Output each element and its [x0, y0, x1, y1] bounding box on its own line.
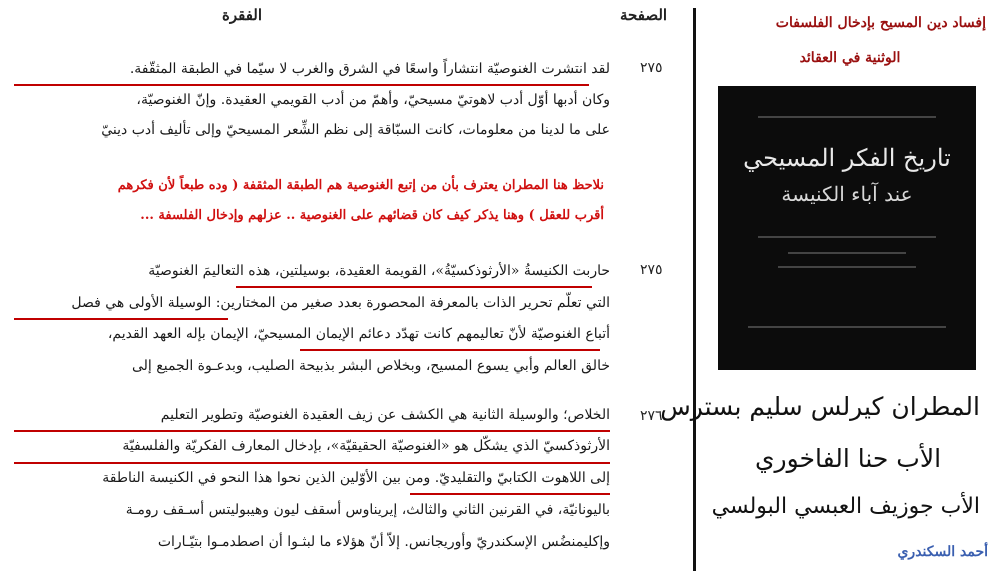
annotation-line: نلاحظ هنا المطران يعترف بأن من إتبع الغنوصية هم الطبقة المثقفة ( وده طبعاً لأن فكرهم	[117, 178, 604, 193]
signature-text: أحمد السكندري	[897, 544, 988, 560]
text-line: حاربت الكنيسةُ «الأرثوذكسيّةُ»، القويمة العقيدة، بوسيلتين، هذه التعاليمَ الغنوصيّة	[148, 263, 610, 279]
author-name: الأب حنا الفاخوري	[754, 444, 942, 473]
highlight-underline	[14, 430, 610, 432]
page-number: ٢٧٦	[640, 408, 663, 424]
text-line: خالق العالم وأبي يسوع المسيح، وبخلاص البشر بذبيحة الصليب، وبدعـوة الجميع إلى	[132, 358, 610, 374]
column-divider	[693, 8, 696, 571]
author-name: الأب جوزيف العبسي البولسي	[711, 494, 980, 519]
highlight-underline	[14, 84, 589, 86]
page-column-header: الصفحة	[620, 6, 668, 24]
page-number: ٢٧٥	[640, 262, 663, 278]
sidebar-title: الوثنية في العقائد	[799, 50, 901, 66]
book-cover-image	[718, 86, 976, 370]
book-cover-subtitle: عند آباء الكنيسة	[781, 182, 913, 206]
book-cover-title: تاريخ الفكر المسيحي	[743, 144, 951, 172]
author-name: المطران كيرلس سليم بسترس	[660, 392, 980, 421]
text-line: على ما لدينا من معلومات، كانت السبّاقة إلى نظم الشِّعر المسيحيّ وإلى تأليف أدب دينيّ	[101, 122, 610, 138]
text-line: أتباع الغنوصيّة لأنّ تعاليمهم كانت تهدّد دعائم الإيمان المسيحيّ، الإيمان بإله العهد القديم،	[107, 326, 610, 342]
text-line: وإكليمنضُس الإسكندريّ وأوريجانس. إلاّ أنّ هؤلاء ما لبثـوا أن اصطدمـوا بتيّـارات	[157, 534, 610, 550]
annotation-line: أقرب للعقل ) وهنا يذكر كيف كان قضائهم على الغنوصية .. عزلهم وإدخال الفلسفة ...	[140, 208, 604, 223]
sidebar-title: إفساد دين المسيح بإدخال الفلسفات	[775, 15, 986, 31]
text-line: الخلاص؛ والوسيلة الثانية هي الكشف عن زيف العقيدة الغنوصيّة وتطوير التعليم	[160, 407, 610, 423]
text-line: التي تعلّم تحرير الذات بالمعرفة المحصورة بعدد صغير من المختارين: الوسيلة الأولى هي فصل	[71, 295, 610, 311]
highlight-underline	[410, 493, 610, 495]
text-line: إلى اللاهوت الكتابيّ والتقليديّ. ومن بين الأوّلين الذين نحوا هذا النحو في الكنيسة الناطقة	[102, 470, 610, 486]
highlight-underline	[300, 349, 600, 351]
highlight-underline	[14, 462, 610, 464]
highlight-underline	[236, 286, 592, 288]
text-line: لقد انتشرت الغنوصيّة انتشاراً واسعًا في الشرق والغرب لا سيّما في الطبقة المثقّفة.	[129, 61, 610, 77]
highlight-underline	[14, 318, 228, 320]
text-line: باليونانيّة، في القرنين الثاني والثالث، إيريناوس أسقف ليون وهيبوليتس أسـقف رومـة	[125, 502, 610, 518]
page-number: ٢٧٥	[640, 60, 663, 76]
paragraph-column-header: الفقرة	[222, 6, 263, 24]
text-line: وكان أدبها أوّل أدب لاهوتيّ مسيحيّ، وأهمّ من أدب القويمي العقيدة. وإنّ الغنوصيّة،	[136, 92, 610, 108]
text-line: الأرثوذكسيّ الذي يشكّل هو «الغنوصيّة الحقيقيّة»، بإدخال المعارف الفكريّة والفلسفيّة	[122, 438, 610, 454]
